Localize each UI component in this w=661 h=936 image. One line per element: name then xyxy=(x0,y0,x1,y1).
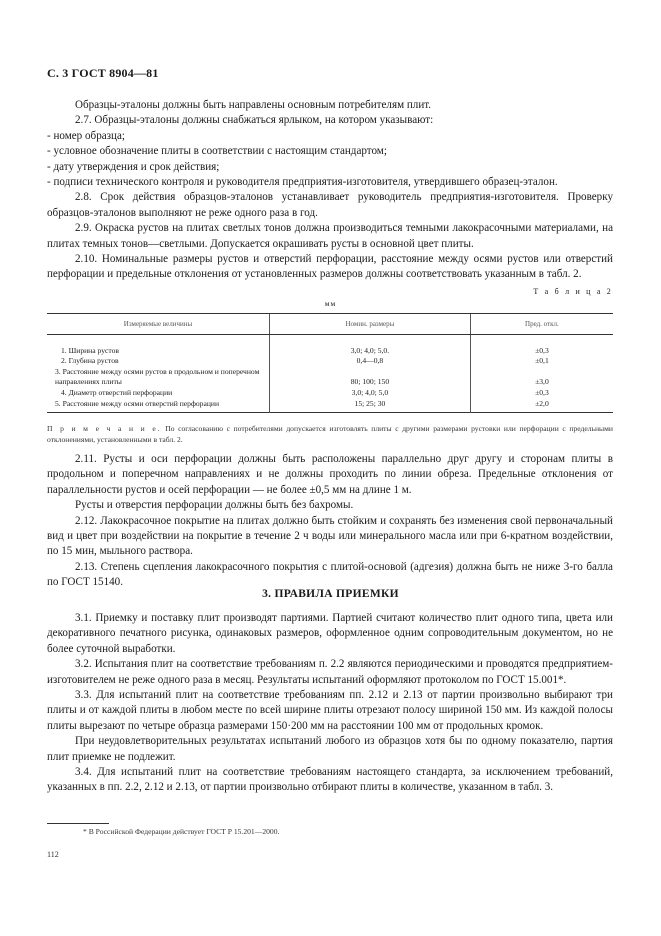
column-header: Пред. откл. xyxy=(470,314,613,335)
footnote: * В Российской Федерации действует ГОСТ Р 15.201—2000. xyxy=(83,827,280,836)
table-header-row xyxy=(47,314,613,335)
table-cell-label: 3. Расстояние между осями рустов в продольном и поперечном направлениях плиты xyxy=(55,366,260,387)
table-cell-nominal: 15; 25; 30 xyxy=(270,399,471,413)
paragraph: 2.8. Срок действия образцов-эталонов устанавливает руководитель предприятия-изготовителя. Проверку образцов-эталонов выполняют не реже одного раза в год. xyxy=(47,191,613,219)
list-item: - подписи технического контроля и руководителя предприятия-изготовителя, утвердившего образец-эталон. xyxy=(47,176,558,189)
table-cell-nominal: 3,0; 4,0; 5,0 xyxy=(270,388,471,399)
paragraph: При неудовлетворительных результатах испытаний любого из образцов хотя бы по одному показателю, партия плит приемке не подлежит. xyxy=(47,735,613,763)
list-item: - номер образца; xyxy=(47,129,125,142)
note-label: П р и м е ч а н и е. xyxy=(47,424,162,433)
table-row xyxy=(47,334,613,356)
list-item: - дату утверждения и срок действия; xyxy=(47,160,220,173)
section-2-continued xyxy=(47,98,613,283)
note-text: По согласованию с потребителями допускается изготовлять плиты с другими размерами рустовки или перфорации с предельными отклонениями, установленными в табл. 2. xyxy=(47,424,613,445)
paragraph: 3.4. Для испытаний плит на соответствие требованиям настоящего стандарта, за исключением требований, указанных в пп. 2.2, 2.12 и 2.13, от партии произвольно отбирают плиты в количестве, указанном в табл. 3. xyxy=(47,766,613,794)
table-cell-tolerance: ±3,0 xyxy=(470,367,613,388)
paragraph: 2.9. Окраска рустов на плитах светлых тонов должна производиться темными лакокрасочными материалами, на плитах темных тонов—светлыми. Допускается окрашивать русты в основной цвет плиты. xyxy=(47,222,613,250)
paragraph: 2.7. Образцы-эталоны должны снабжаться ярлыком, на котором указывают: xyxy=(75,114,434,127)
paragraph: 2.11. Русты и оси перфорации должны быть расположены параллельно друг другу и сторонам плиты в продольном и поперечном направлениях и не должны проходить по линии обреза. Предельные отклонения от параллельности рустов и осей перфорации — не более ±0,5 мм на длине 1 м. xyxy=(47,453,613,496)
dimensions-table xyxy=(47,313,613,413)
paragraph: 2.10. Номинальные размеры рустов и отверстий перфорации, расстояние между осями рустов или отверстий перфорации и предельные отклонения от установленных размеров должны соответствовать указанным в табл. 2. xyxy=(47,253,613,281)
paragraph: 3.1. Приемку и поставку плит производят партиями. Партией считают количество плит одного типа, цвета или декоративного печатного рисунка, одинаковых размеров, оформленное одним сопроводительным документом, но не более суточной выработки. xyxy=(47,612,613,655)
paragraph: 2.12. Лакокрасочное покрытие на плитах должно быть стойким и сохранять без изменения свой первоначальный вид и цвет при воздействии на покрытие в течение 2 ч воды или минерального масла или при 6-кратном воздействии, по 15 мин, мыльного раствора. xyxy=(47,514,613,558)
list-item: - условное обозначение плиты в соответствии с настоящим стандартом; xyxy=(47,145,387,158)
section-3-body xyxy=(47,611,613,796)
paragraph: 3.3. Для испытаний плит на соответствие требованиям пп. 2.12 и 2.13 от партии произвольно выбирают три плиты и от каждой плиты в любом месте по всей ширине плиты отрезают полосу шириной 150 мм. Из каждой полосы плиты вырезают по четыре образца размерами 150·200 мм на расстоянии 100 мм от продольных кромок. xyxy=(47,689,613,732)
paragraph: 3.2. Испытания плит на соответствие требованиям п. 2.2 являются периодическими и проводятся предприятием-изготовителем не реже одного раза в месяц. Результаты испытаний оформляют протоколом по ГОСТ 15.001*. xyxy=(47,658,613,686)
table-row xyxy=(47,388,613,399)
table-cell-nominal: 0,4—0,8 xyxy=(270,356,471,367)
table-cell-label: 1. Ширина рустов xyxy=(61,345,119,355)
paragraph: Образцы-эталоны должны быть направлены основным потребителям плит. xyxy=(75,99,432,111)
table-cell-tolerance: ±0,3 xyxy=(470,334,613,356)
table-cell-tolerance: ±2,0 xyxy=(470,399,613,413)
column-header: Номин. размеры xyxy=(270,314,471,335)
table-cell-label: 2. Глубина рустов xyxy=(61,356,119,366)
section-title: 3. ПРАВИЛА ПРИЕМКИ xyxy=(262,588,399,600)
table-cell-nominal: 3,0; 4,0; 5,0. xyxy=(270,334,471,356)
column-header: Измеряемые величины xyxy=(47,314,270,335)
paragraph: Русты и отверстия перфорации должны быть без бахромы. xyxy=(75,499,354,512)
table-caption: Т а б л и ц а 2 xyxy=(533,287,613,296)
table-row xyxy=(47,399,613,413)
table-note xyxy=(47,423,613,445)
page-header: С. 3 ГОСТ 8904—81 xyxy=(47,66,159,80)
table-bottom-rule xyxy=(47,413,613,414)
table-cell-nominal: 80; 100; 150 xyxy=(270,367,471,388)
table-row xyxy=(47,367,613,388)
table-unit: мм xyxy=(324,299,337,308)
section-2-continued-2 xyxy=(47,452,613,591)
paragraph: 2.13. Степень сцепления лакокрасочного покрытия с плитой-основой (адгезия) должна быть не ниже 3-го балла по ГОСТ 15140. xyxy=(47,560,613,589)
table-cell-label: 4. Диаметр отверстий перфорации xyxy=(61,387,173,397)
table-cell-tolerance: ±0,1 xyxy=(470,356,613,367)
footnote-divider xyxy=(47,823,109,824)
table-cell-tolerance: ±0,3 xyxy=(470,388,613,399)
table-cell-label: 5. Расстояние между осями отверстий перфорации xyxy=(55,398,220,408)
page-number: 112 xyxy=(47,850,59,859)
table-row xyxy=(47,356,613,367)
